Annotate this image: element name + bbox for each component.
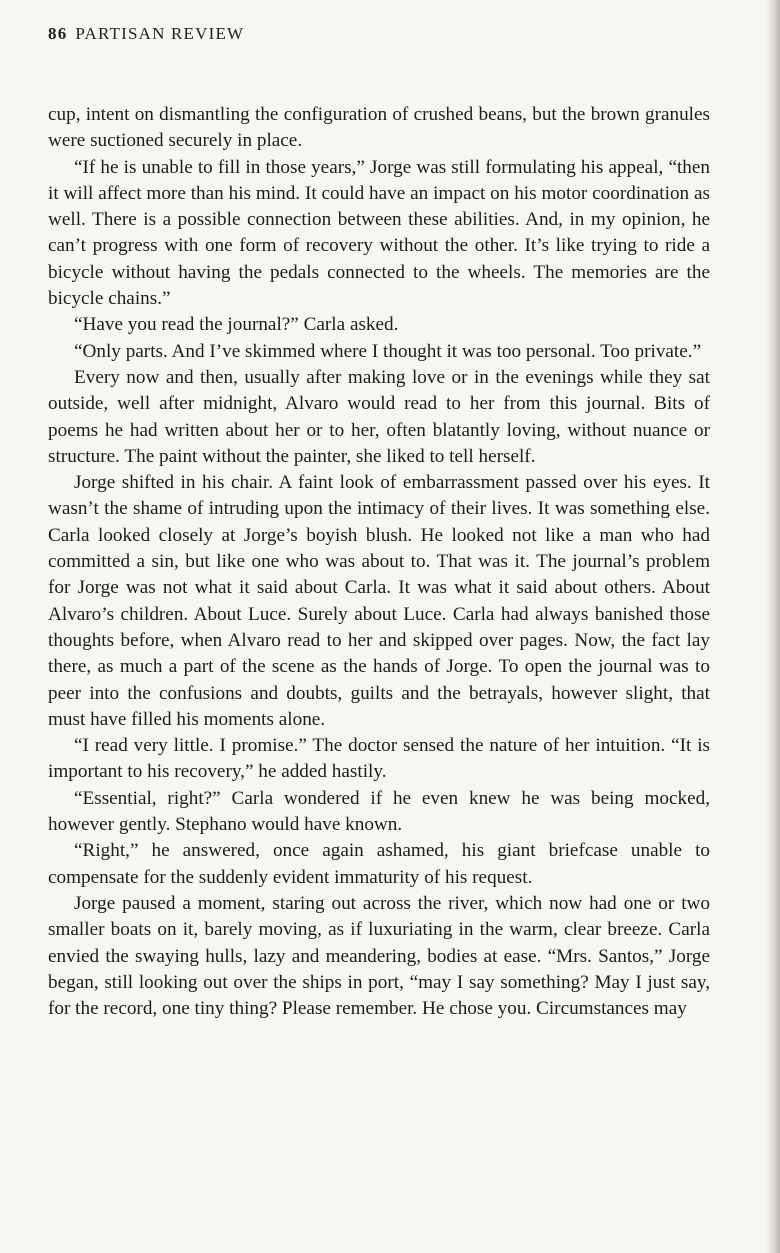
paragraph: “Only parts. And I’ve skimmed where I thought it was too personal. Too private.” <box>74 340 702 362</box>
page-number: 86 <box>48 24 68 43</box>
journal-title: PARTISAN REVIEW <box>75 24 245 43</box>
paragraph: Every now and then, usually after making love or in the evenings while they sat outside, well after midnight, Alvaro would read to her from this journal. Bits of poems he had written about her or to her, often blatantly loving, without nuance or structure. The paint without the painter, she liked to tell herself. <box>48 366 710 467</box>
paragraph: “Right,” he answered, once again ashamed, his giant briefcase unable to compensate for the suddenly evident immaturity of his request. <box>48 840 710 888</box>
paragraph: “Have you read the journal?” Carla asked. <box>74 314 399 336</box>
paragraph: cup, intent on dismantling the configuration of crushed beans, but the brown granules were suctioned securely in place. <box>48 104 710 152</box>
paragraph: “I read very little. I promise.” The doctor sensed the nature of her intuition. “It is important to his recovery,” he added hastily. <box>48 735 710 783</box>
paragraph: Jorge paused a moment, staring out across the river, which now had one or two smaller boats on it, barely moving, as if luxuriating in the warm, clear breeze. Carla envied the swaying hulls, lazy and meandering, bodies at ease. “Mrs. Santos,” Jorge began, still looking out over the ships in port, “may I say something? May I just say, for the record, one tiny thing? Please remember. He chose you. Circumstances may <box>48 892 710 1020</box>
body-text <box>48 102 710 1022</box>
paragraph: “If he is unable to fill in those years,” Jorge was still formulating his appeal, “then it will affect more than his mind. It could have an impact on his motor coordination as well. There is a possible connection between these abilities. And, in my opinion, he can’t progress with one form of recovery without the other. It’s like trying to ride a bicycle without having the pedals connected to the wheels. The memories are the bicycle chains.” <box>48 156 710 310</box>
page-edge-shadow <box>766 0 780 1253</box>
paragraph: Jorge shifted in his chair. A faint look of embarrassment passed over his eyes. It wasn’t the shame of intruding upon the intimacy of their lives. It was something else. Carla looked closely at Jorge’s boyish blush. He looked not like a man who had committed a sin, but like one who was about to. That was it. The journal’s problem for Jorge was not what it said about Carla. It was what it said about others. About Alvaro’s children. About Luce. Surely about Luce. Carla had always banished those thoughts before, when Alvaro read to her and skipped over pages. Now, the fact lay there, as much a part of the scene as the hands of Jorge. To open the journal was to peer into the confusions and doubts, guilts and the betrayals, however slight, that must have filled his moments alone. <box>48 472 710 730</box>
running-header <box>48 24 244 44</box>
paragraph: “Essential, right?” Carla wondered if he even knew he was being mocked, however gently. Stephano would have known. <box>48 787 710 836</box>
